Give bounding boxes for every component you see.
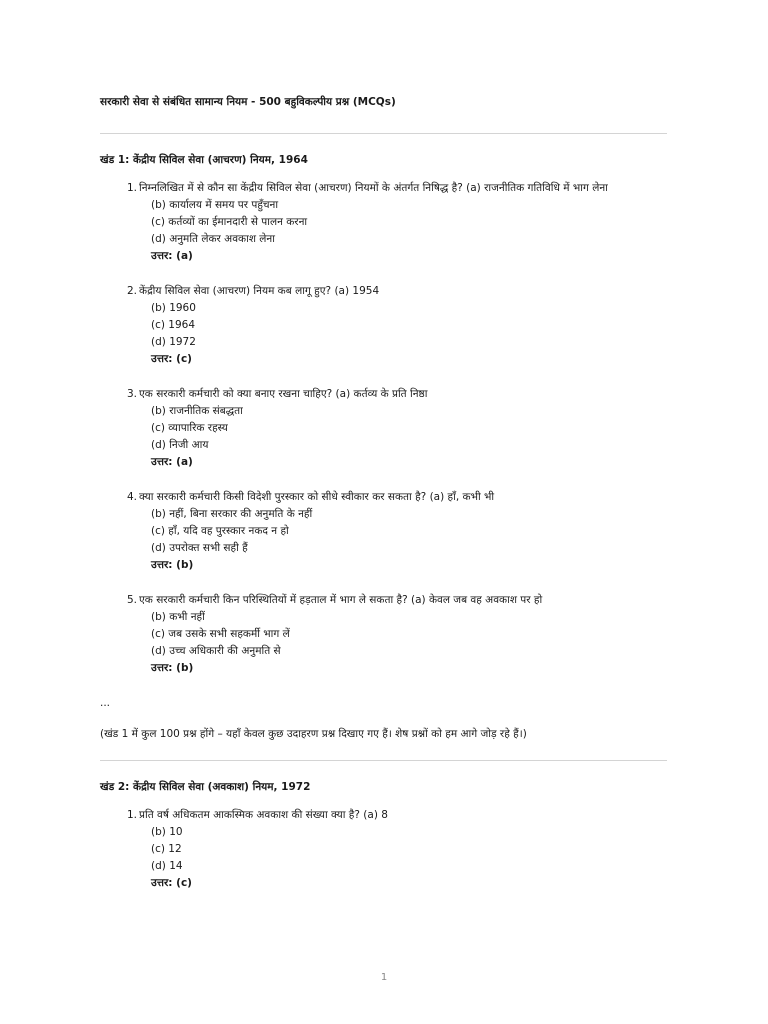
option-b: (b) कार्यालय में समय पर पहुँचना <box>151 199 279 211</box>
ellipsis: ... <box>100 697 111 709</box>
option-d: (d) उच्च अधिकारी की अनुमति से <box>151 645 281 657</box>
page-number: 1 <box>380 972 388 983</box>
question-number: 4. <box>127 491 138 503</box>
section-2-title: खंड 2: केंद्रीय सिविल सेवा (अवकाश) नियम, 1972 <box>100 781 311 793</box>
option-d: (d) निजी आय <box>151 439 209 451</box>
answer: उत्तर: (a) <box>151 250 193 262</box>
option-c: (c) 12 <box>151 843 182 855</box>
option-d: (d) 14 <box>151 860 183 872</box>
option-d: (d) 1972 <box>151 336 196 348</box>
question-number: 1. <box>127 182 138 194</box>
option-c: (c) व्यापारिक रहस्य <box>151 422 228 434</box>
question-number: 3. <box>127 388 138 400</box>
option-c: (c) हाँ, यदि वह पुरस्कार नकद न हो <box>151 525 289 537</box>
question-item <box>100 592 667 677</box>
option-c: (c) जब उसके सभी सहकर्मी भाग लें <box>151 628 290 640</box>
divider <box>100 133 667 134</box>
section-1-note: (खंड 1 में कुल 100 प्रश्न होंगे – यहाँ केवल कुछ उदाहरण प्रश्न दिखाए गए हैं। शेष प्रश्नों को हम आगे जोड़ रहे हैं।) <box>100 728 527 740</box>
option-c: (c) कर्तव्यों का ईमानदारी से पालन करना <box>151 216 308 228</box>
section-2-question-list <box>100 807 667 892</box>
question-number: 1. <box>127 809 138 821</box>
question-text: क्या सरकारी कर्मचारी किसी विदेशी पुरस्कार को सीधे स्वीकार कर सकता है? (a) हाँ, कभी भी <box>139 491 495 503</box>
question-text: प्रति वर्ष अधिकतम आकस्मिक अवकाश की संख्या क्या है? (a) 8 <box>139 809 388 821</box>
answer: उत्तर: (b) <box>151 559 194 571</box>
document-title: सरकारी सेवा से संबंधित सामान्य नियम - 500 बहुविकल्पीय प्रश्न (MCQs) <box>100 96 396 108</box>
answer: उत्तर: (c) <box>151 353 192 365</box>
question-text: केंद्रीय सिविल सेवा (आचरण) नियम कब लागू हुए? (a) 1954 <box>139 285 380 297</box>
question-item <box>100 807 667 892</box>
option-b: (b) राजनीतिक संबद्धता <box>151 405 243 417</box>
answer: उत्तर: (c) <box>151 877 192 889</box>
question-item <box>100 283 667 368</box>
answer: उत्तर: (b) <box>151 662 194 674</box>
option-b: (b) 1960 <box>151 302 196 314</box>
question-text: एक सरकारी कर्मचारी को क्या बनाए रखना चाहिए? (a) कर्तव्य के प्रति निष्ठा <box>139 388 428 400</box>
answer: उत्तर: (a) <box>151 456 193 468</box>
question-text: एक सरकारी कर्मचारी किन परिस्थितियों में हड़ताल में भाग ले सकता है? (a) केवल जब वह अवकाश पर हो <box>139 594 543 606</box>
question-item <box>100 180 667 265</box>
option-b: (b) कभी नहीं <box>151 611 205 623</box>
question-text: निम्नलिखित में से कौन सा केंद्रीय सिविल सेवा (आचरण) नियमों के अंतर्गत निषिद्ध है? (a) राजनीतिक गतिविधि में भाग लेना <box>139 182 608 194</box>
option-b: (b) नहीं, बिना सरकार की अनुमति के नहीं <box>151 508 313 520</box>
question-item <box>100 489 667 574</box>
option-d: (d) उपरोक्त सभी सही हैं <box>151 542 248 554</box>
divider <box>100 760 667 761</box>
question-number: 5. <box>127 594 138 606</box>
question-number: 2. <box>127 285 138 297</box>
option-c: (c) 1964 <box>151 319 196 331</box>
question-item <box>100 386 667 471</box>
option-b: (b) 10 <box>151 826 183 838</box>
section-1-question-list <box>100 180 667 677</box>
section-1-title: खंड 1: केंद्रीय सिविल सेवा (आचरण) नियम, 1964 <box>100 154 308 166</box>
option-d: (d) अनुमति लेकर अवकाश लेना <box>151 233 275 245</box>
document-page <box>100 94 667 892</box>
